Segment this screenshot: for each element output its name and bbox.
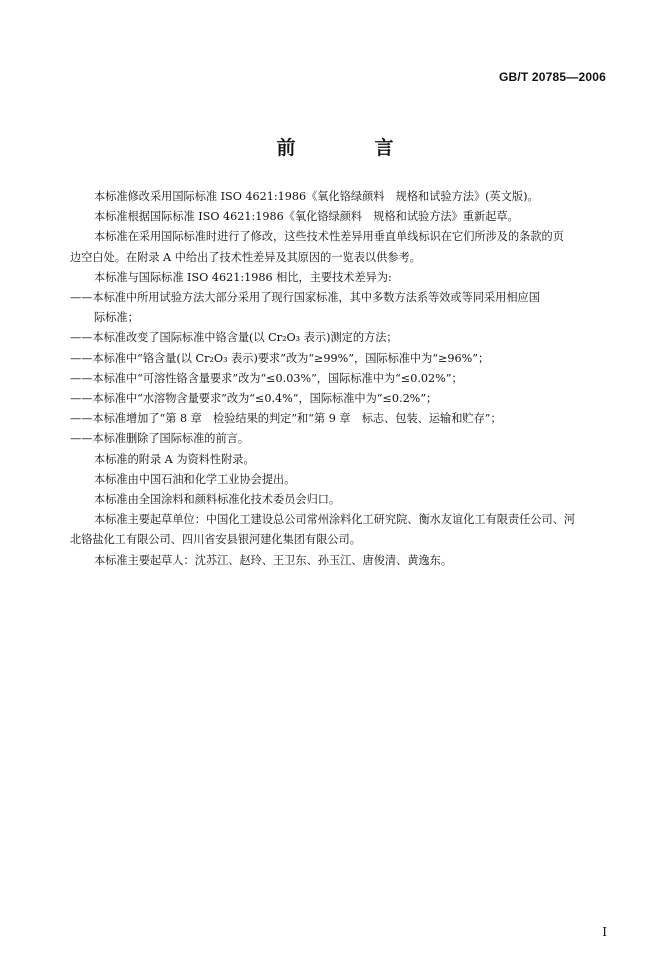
paragraph: 本标准根据国际标准 ISO 4621:1986《氧化铬绿颜料 规格和试验方法》重新起草。 [94,210,519,224]
paragraph: 本标准修改采用国际标准 ISO 4621:1986《氧化铬绿颜料 规格和试验方法》(英文版)。 [94,190,539,203]
list-item: ——本标准中“铬含量(以 Cr₂O₃ 表示)要求”改为“≥99%”，国际标准中为“≥96%”； [70,351,490,365]
paragraph: 本标准与国际标准 ISO 4621:1986 相比，主要技术差异为: [94,270,392,284]
list-item: ——本标准增加了“第 8 章 检验结果的判定”和“第 9 章 标志、包装、运输和贮存”； [70,412,502,426]
list-item-continuation: 际标准； [94,311,139,325]
paragraph: 本标准主要起草单位：中国化工建设总公司常州涂料化工研究院、衡水友谊化工有限责任公司、河 [94,513,576,527]
paragraph: 边空白处。在附录 A 中给出了技术性差异及其原因的一览表以供参考。 [70,250,421,264]
list-item: ——本标准删除了国际标准的前言。 [70,432,250,446]
list-item: ——本标准中所用试验方法大部分采用了现行国家标准，其中多数方法系等效或等同采用相应国 [70,291,540,305]
paragraph: 北铬盐化工有限公司、四川省安县银河建化集团有限公司。 [70,533,361,547]
page-number: I [602,925,607,939]
standard-code: GB/T 20785—2006 [498,70,606,84]
list-item: ——本标准中“可溶性铬含量要求”改为“≤0.03%”，国际标准中为“≤0.02%”； [70,371,463,385]
paragraph: 本标准由中国石油和化学工业协会提出。 [94,472,296,486]
list-item: ——本标准中“水溶物含量要求”改为“≤0.4%”，国际标准中为“≤0.2%”； [70,392,438,406]
paragraph: 本标准在采用国际标准时进行了修改，这些技术性差异用垂直单线标识在它们所涉及的条款的页 [94,230,564,244]
paragraph: 本标准的附录 A 为资料性附录。 [94,452,255,466]
page-title: 前 言 [276,137,424,159]
list-item: ——本标准改变了国际标准中铬含量(以 Cr₂O₃ 表示)测定的方法； [70,331,398,345]
foreword-body [70,187,610,571]
paragraph: 本标准主要起草人：沈苏江、赵玲、王卫东、孙玉江、唐俊清、黄逸东。 [94,553,453,567]
paragraph: 本标准由全国涂料和颜料标准化技术委员会归口。 [94,493,341,507]
